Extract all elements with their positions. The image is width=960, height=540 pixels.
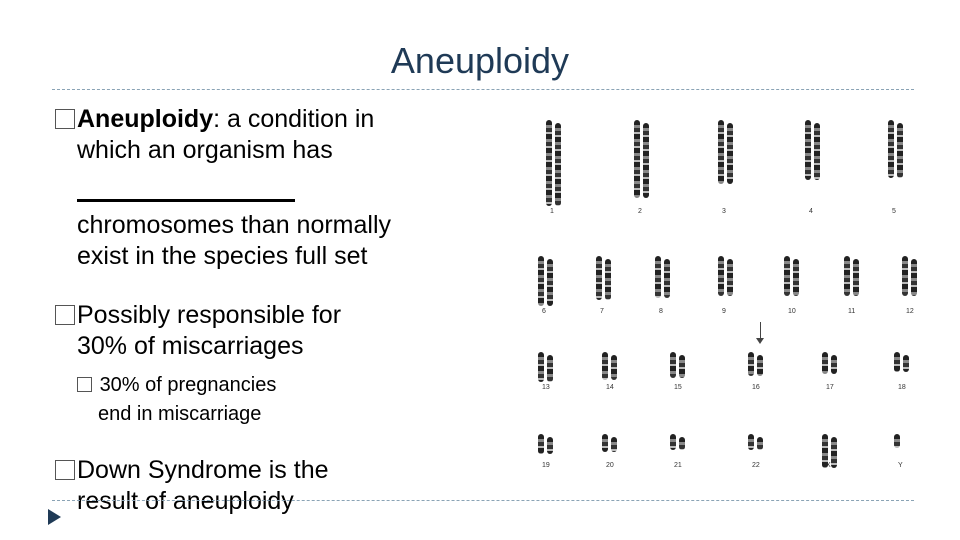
bullet-text: Possibly responsible for	[77, 301, 342, 329]
bullet-aneuploidy	[55, 104, 455, 272]
chromosome	[897, 123, 903, 178]
down-arrow-icon	[760, 322, 761, 340]
chromosome	[546, 120, 552, 206]
nav-arrow-icon	[48, 509, 61, 525]
chromosome-label: 6	[542, 308, 546, 315]
bullet-miscarriages	[55, 300, 455, 362]
chromosome-label: 14	[606, 384, 614, 391]
chromosome	[748, 434, 754, 450]
fill-in-blank	[55, 166, 455, 210]
chromosome-label: Y	[898, 462, 903, 469]
chromosome	[611, 355, 617, 380]
chromosome-label: 2	[638, 208, 642, 215]
chromosome	[547, 259, 553, 306]
chromosome	[538, 256, 544, 306]
chromosome-label: 10	[788, 308, 796, 315]
bullet-icon	[55, 460, 75, 480]
chromosome	[831, 437, 837, 468]
chromosome	[894, 352, 900, 372]
chromosome-label: 1	[550, 208, 554, 215]
bullet-icon	[55, 109, 75, 129]
blank-line	[77, 174, 295, 202]
chromosome-label: 17	[826, 384, 834, 391]
chromosome	[605, 259, 611, 300]
bullet-text: end in miscarriage	[98, 403, 262, 425]
chromosome	[602, 434, 608, 452]
chromosome-label: 8	[659, 308, 663, 315]
chromosome	[611, 437, 617, 452]
chromosome	[718, 120, 724, 184]
chromosome	[888, 120, 894, 178]
chromosome	[670, 352, 676, 378]
bullet-icon	[55, 305, 75, 325]
chromosome	[555, 123, 561, 206]
chromosome	[643, 123, 649, 198]
chromosome	[538, 434, 544, 454]
chromosome	[538, 352, 544, 382]
bullet-text: chromosomes than normally	[77, 211, 392, 239]
chromosome	[748, 352, 754, 376]
sub-bullet-icon	[77, 377, 92, 392]
chromosome	[853, 259, 859, 296]
chromosome-label: X	[826, 462, 831, 469]
bullet-text: result of aneuploidy	[77, 487, 294, 515]
chromosome	[814, 123, 820, 180]
chromosome-label: 20	[606, 462, 614, 469]
bullet-text: which an organism has	[77, 136, 333, 164]
title-divider	[52, 89, 914, 90]
chromosome	[822, 352, 828, 374]
term-aneuploidy: Aneuploidy	[77, 105, 214, 133]
chromosome-label: 22	[752, 462, 760, 469]
chromosome-label: 5	[892, 208, 896, 215]
bullet-text: exist in the species full set	[77, 242, 368, 270]
chromosome-label: 9	[722, 308, 726, 315]
chromosome	[670, 434, 676, 450]
chromosome	[805, 120, 811, 180]
bullet-text: : a condition in	[213, 105, 375, 133]
chromosome	[679, 355, 685, 378]
chromosome-label: 13	[542, 384, 550, 391]
chromosome	[911, 259, 917, 296]
sub-bullet-pregnancies	[77, 371, 377, 429]
chromosome	[784, 256, 790, 296]
chromosome-label: 18	[898, 384, 906, 391]
chromosome-label: 7	[600, 308, 604, 315]
chromosome	[679, 437, 685, 450]
chromosome	[894, 434, 900, 448]
chromosome-label: 3	[722, 208, 726, 215]
chromosome	[831, 355, 837, 374]
chromosome-label: 21	[674, 462, 682, 469]
bullet-text: 30% of miscarriages	[77, 332, 304, 360]
chromosome	[727, 259, 733, 296]
chromosome	[757, 437, 763, 450]
chromosome-label: 16	[752, 384, 760, 391]
chromosome	[596, 256, 602, 300]
chromosome	[664, 259, 670, 298]
chromosome	[844, 256, 850, 296]
chromosome-label: 11	[848, 308, 856, 315]
karyotype-image	[522, 108, 920, 474]
chromosome	[547, 355, 553, 382]
chromosome	[655, 256, 661, 298]
chromosome-label: 19	[542, 462, 550, 469]
chromosome	[757, 355, 763, 376]
bullet-down-syndrome	[55, 455, 455, 517]
chromosome	[602, 352, 608, 380]
chromosome	[718, 256, 724, 296]
chromosome	[902, 256, 908, 296]
chromosome	[547, 437, 553, 454]
chromosome-label: 12	[906, 308, 914, 315]
chromosome-label: 15	[674, 384, 682, 391]
chromosome	[634, 120, 640, 198]
chromosome-label: 4	[809, 208, 813, 215]
bullet-text: 30% of pregnancies	[99, 374, 277, 396]
slide-title: Aneuploidy	[390, 40, 570, 81]
chromosome	[903, 355, 909, 372]
chromosome	[727, 123, 733, 184]
chromosome	[793, 259, 799, 296]
bullet-text: Down Syndrome is the	[77, 456, 329, 484]
footer-divider	[52, 500, 914, 501]
